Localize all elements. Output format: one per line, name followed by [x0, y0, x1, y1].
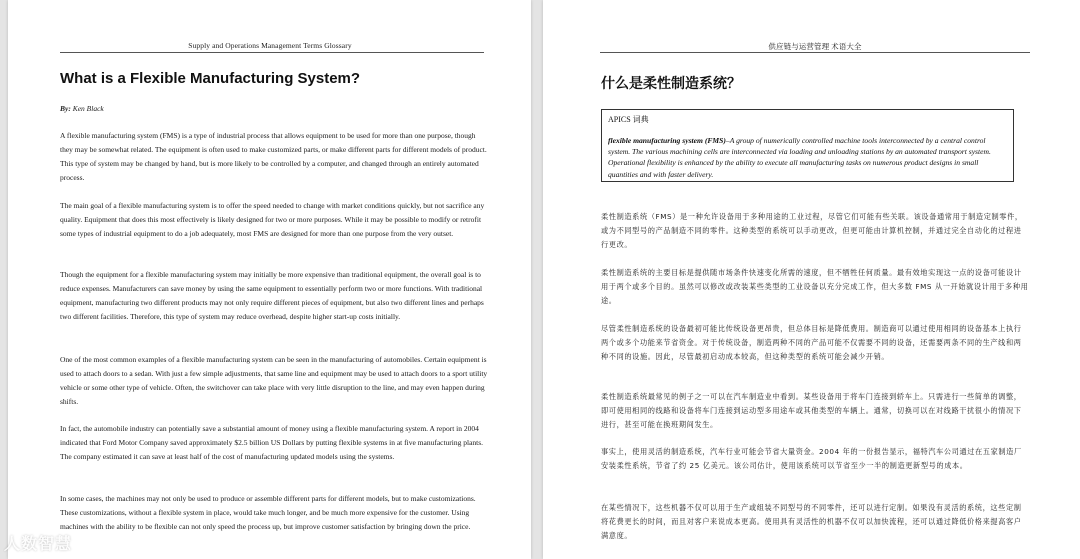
apics-label: APICS 词典 [608, 115, 649, 124]
running-head-zh: 供应链与运营管理 术语大全 [768, 42, 862, 51]
header-rule-zh [600, 52, 1030, 53]
header-rule [60, 52, 484, 53]
paragraph-5: In fact, the automobile industry can potentially save a substantial amount of money using a flexible manufacturing system. A report in 2004 indicated that Ford Motor Company saved approximately $2.5 billion US Dollars by putting flexible systems in at five manufacturing plants. The company estimated it can save at least half of the cost of manufacturing updated models using the systems. [60, 423, 484, 461]
apics-definition-box [601, 109, 1014, 182]
apics-term: flexible manufacturing system (FMS) [608, 136, 726, 145]
byline [60, 104, 104, 113]
page-title-zh: 什么是柔性制造系统？ [601, 76, 741, 92]
paragraph-zh-3: 尽管柔性制造系统的设备最初可能比传统设备更昂贵，但总体目标是降低费用。制造商可以通过使用相同的设备基本上执行两个或多个功能来节省资金。对于传统设备，制造两种不同的产品可能不仅需要不同的设备，还需要两条不同的生产线和两种不同的设施。因此，尽管最初启动成本较高，但这种类型的系统可能会减少开销。 [601, 324, 1022, 362]
paragraph-zh-4: 柔性制造系统最常见的例子之一可以在汽车制造业中看到。某些设备用于将车门连接到轿车上。只需进行一些简单的调整，即可使用相同的线路和设备将车门连接到运动型多用途车或其他类型的车辆上。通常，切换可以在对线路干扰很小的情况下进行，甚至可能在换班期间发生。 [601, 392, 1022, 430]
author-name: Ken Black [72, 104, 104, 113]
running-head: Supply and Operations Management Terms Glossary [188, 41, 352, 50]
paragraph-4: One of the most common examples of a flexible manufacturing system can be seen in the manufacturing of automobiles. Certain equipment is used to attach doors to a sedan. With just a few simple adjustments, that same line and equipment may be used to attach doors to a sport utility vehicle or some other type of vehicle. Often, the switchover can take place with very little disruption to the line, and may even happen during shifts. [60, 354, 488, 407]
paragraph-zh-2: 柔性制造系统的主要目标是提供随市场条件快速变化所需的速度，但不牺牲任何质量。最有效地实现这一点的设备可能设计用于两个或多个目的。虽然可以修改或改装某些类型的工业设备以充分完成工作，但大多数 FMS 从一开始就设计用于多种用途。 [601, 268, 1029, 306]
paragraph-zh-6: 在某些情况下，这些机器不仅可以用于生产或组装不同型号的不同零件，还可以进行定制。如果没有灵活的系统，这些定制将花费更长的时间，而且对客户来说成本更高。使用具有灵活性的机器不仅可以加快流程，还可以通过降低价格来提高客户满意度。 [601, 503, 1022, 541]
paragraph-zh-5: 事实上，使用灵活的制造系统，汽车行业可能会节省大量资金。2004 年的一份报告显示，福特汽车公司通过在五家制造厂安装柔性系统，节省了约 25 亿美元。该公司估计，使用该系统可以节省至少一半的制造更新型号的成本。 [601, 447, 1022, 471]
paragraph-zh-1: 柔性制造系统（FMS）是一种允许设备用于多种用途的工业过程，尽管它们可能有些关联。该设备通常用于制造定制零件，或为不同型号的产品制造不同的零件。这种类型的系统可以手动更改，但更可能由计算机控制，并通过完全自动化的过程进行更改。 [601, 212, 1023, 250]
paragraph-6: In some cases, the machines may not only be used to produce or assemble different parts for different models, but to make customizations. These customizations, without a flexible system in place, would take much longer, and be much more expensive for the customer. Using machines with the ability to be flexible can not only speed the process up, but improve customer satisfaction by bringing down the price. [60, 493, 476, 531]
apics-definition-text: –A group of numerically controlled machine tools interconnected by a central control system. The various machining cells are interconnected via loading and unloading stations by an automated transport system. Operational flexibility is enhanced by the ability to execute all manufacturing tasks on numerous product designs in small quantities and with faster delivery. [608, 136, 991, 179]
apics-definition [608, 135, 1007, 180]
paragraph-2: The main goal of a flexible manufacturing system is to offer the speed needed to change with market conditions quickly, but not sacrifice any quality. Equipment that does this most effectively is likely designed for two or more purposes. While it may be possible to modify or retrofit some types of industrial equipment to do a job adequately, most FMS are designed for more than one purpose from the very outset. [60, 200, 485, 238]
english-page [8, 0, 531, 559]
byline-label: By: [60, 104, 71, 113]
watermark-logo: 人数智慧 [4, 534, 73, 553]
chinese-page [543, 0, 1080, 559]
paragraph-3: Though the equipment for a flexible manufacturing system may initially be more expensive than traditional equipment, the overall goal is to reduce expenses. Manufacturers can save money by using the same equipment to essentially perform two or more functions. With traditional equipment, manufacturing two different products may not only require different pieces of equipment, but also two different lines and perhaps two different facilities. Therefore, this type of system may reduce overhead, despite higher start-up costs initially. [60, 269, 484, 322]
paragraph-1: A flexible manufacturing system (FMS) is a type of industrial process that allows equipment to be used for more than one purpose, though they may be somewhat related. The equipment is often used to make customized parts, or make different parts for different models of product. This type of system may be changed by hand, but is more likely to be controlled by a computer, and changed through an entirely automated process. [60, 130, 487, 183]
page-title: What is a Flexible Manufacturing System? [60, 70, 361, 87]
